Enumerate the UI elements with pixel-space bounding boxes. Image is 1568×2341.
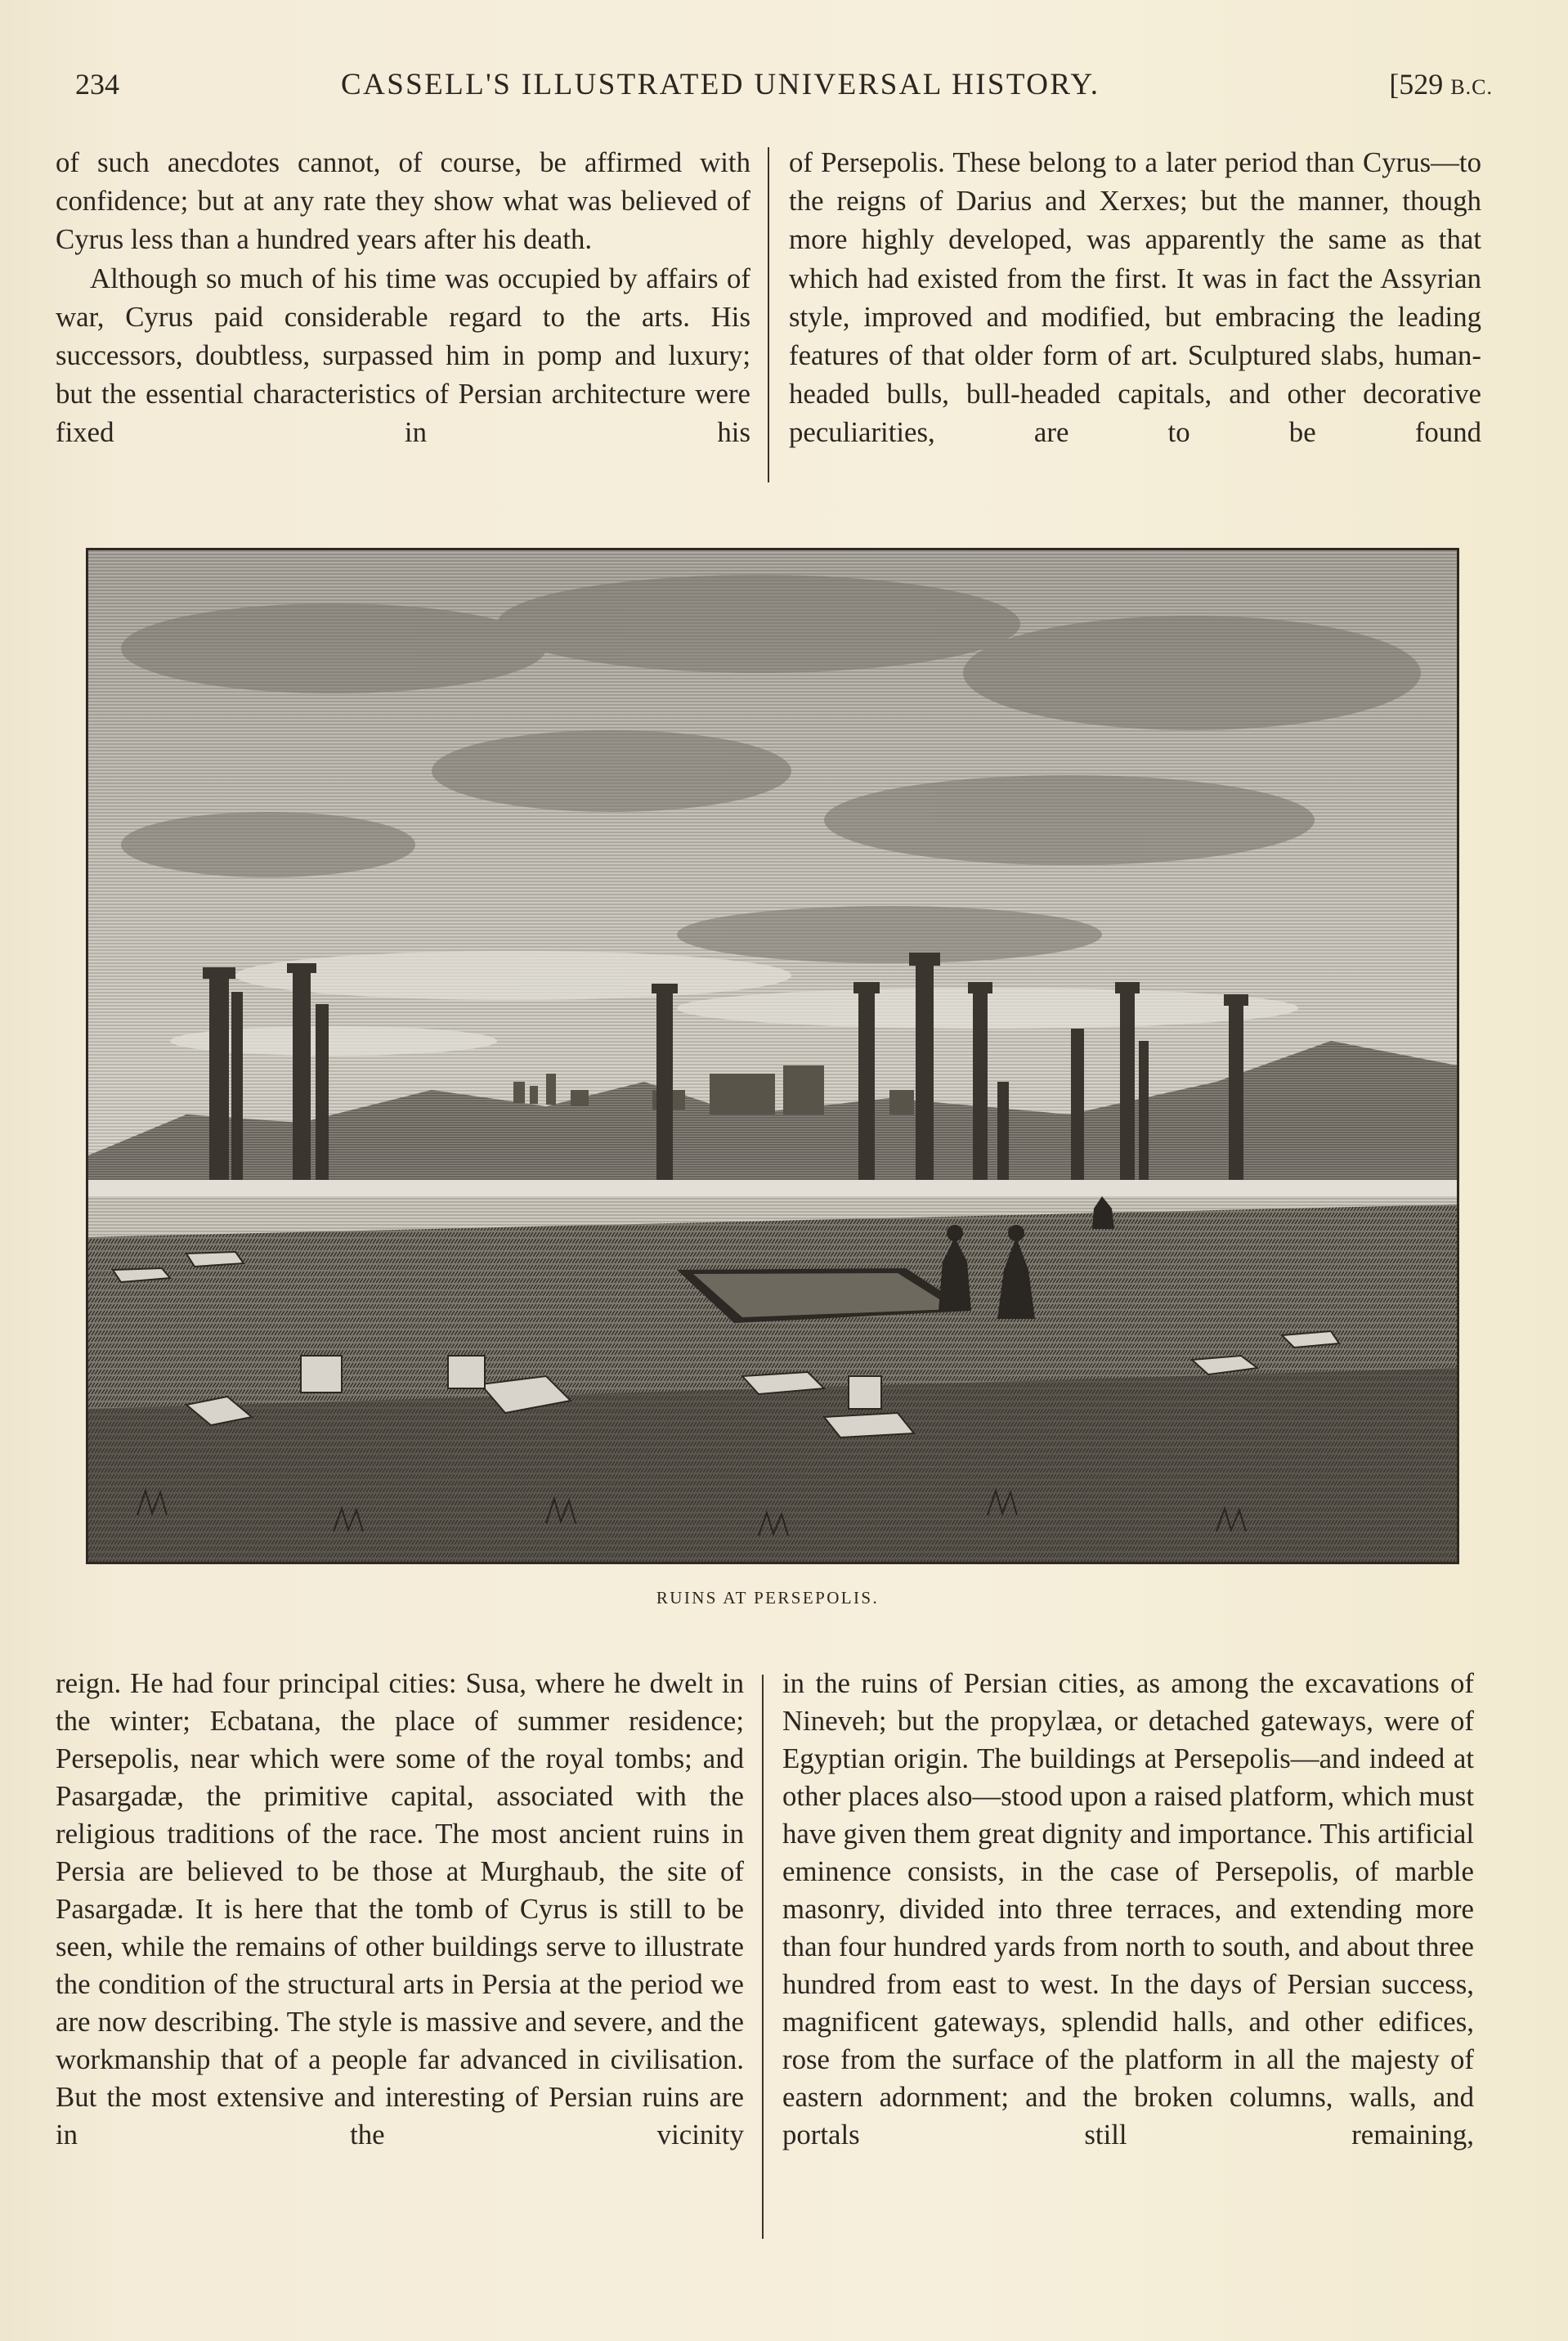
top-left-column — [56, 143, 750, 452]
date-bracket: [529 — [1389, 68, 1444, 101]
top-right-column — [789, 143, 1481, 452]
column-rule — [762, 1675, 764, 2239]
paragraph: in the ruins of Persian cities, as among the excavations of Nineveh; but the propylæa, or detached gateways, were of Egyptian origin. The buildings at Persepolis—and indeed at other places also—stood upon a raised platform, which must have given them great dignity and importance. This artificial eminence consists, in the case of Persepolis, of marble masonry, divided into three terraces, and extending more than four hundred yards from north to south, and about three hundred from east to west. In the days of Persian success, magnificent gateways, splendid halls, and other edifices, rose from the surface of the platform in all the majesty of eastern adornment; and the broken columns, walls, and portals still remaining, — [782, 1667, 1474, 2150]
running-head — [75, 67, 1493, 108]
date-marker — [1389, 67, 1493, 101]
bottom-right-column — [782, 1665, 1474, 2154]
illustration-caption — [0, 1588, 1568, 1608]
paragraph: Although so much of his time was occupied by affairs of war, Cyrus paid considerable regard to the arts. His successors, doubtless, surpassed him in pomp and luxury; but the essential characteristics of Persian architecture were fixed in his — [56, 262, 750, 449]
running-title: CASSELL'S ILLUSTRATED UNIVERSAL HISTORY. — [341, 68, 1100, 101]
engraving-ruins-at-persepolis — [86, 548, 1459, 1564]
column-rule — [768, 147, 769, 482]
date-era: B.C. — [1450, 75, 1493, 99]
caption-text: RUINS AT PERSEPOLIS. — [656, 1588, 880, 1608]
paragraph: of such anecdotes cannot, of course, be affirmed with confidence; but at any rate they show what was believed of Cyrus less than a hundred years after his death. — [56, 146, 750, 256]
page-number: 234 — [75, 68, 119, 101]
bottom-left-column — [56, 1665, 744, 2154]
paragraph: reign. He had four principal cities: Susa, where he dwelt in the winter; Ecbatana, the place of summer residence; Persepolis, near which were some of the royal tombs; and Pasargadæ, the primitive capital, associated with the religious traditions of the race. The most ancient ruins in Persia are believed to be those at Murghaub, the site of Pasargadæ. It is here that the tomb of Cyrus is still to be seen, while the remains of other buildings serve to illustrate the condition of the structural arts in Persia at the period we are now describing. The style is massive and severe, and the workmanship that of a people far advanced in civilisation. But the most extensive and interesting of Persian ruins are in the vicinity — [56, 1667, 744, 2150]
paragraph: of Persepolis. These belong to a later period than Cyrus—to the reigns of Darius and Xerxes; but the manner, though more highly developed, was apparently the same as that which had existed from the first. It was in fact the Assyrian style, improved and modified, but embracing the leading features of that older form of art. Sculptured slabs, human-headed bulls, bull-headed capitals, and other decorative peculiarities, are to be found — [789, 146, 1481, 449]
